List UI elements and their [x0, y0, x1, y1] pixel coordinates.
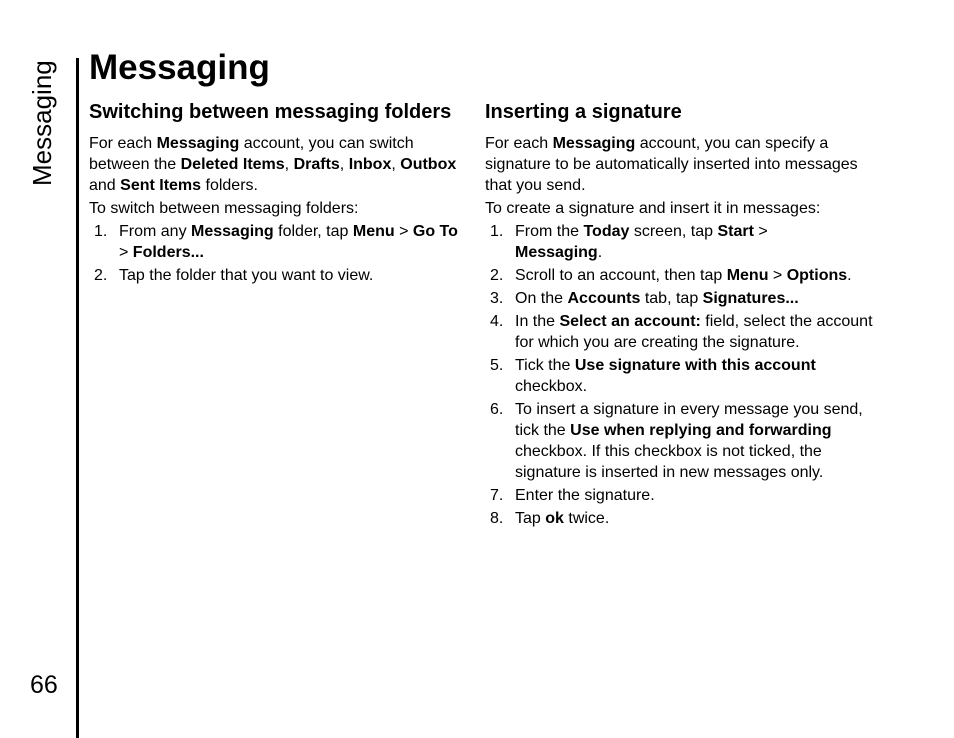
signature-step-6: 6. To insert a signature in every message you send, tick the Use when replying and forwarding checkbox. If this checkbox is not ticked, the signature is inserted in new messages only. — [490, 401, 863, 481]
signature-step-2: 2. Scroll to an account, then tap Menu > Options. — [490, 267, 852, 284]
signature-step-1: 1. From the Today screen, tap Start > Messaging. — [490, 223, 768, 261]
switching-lead-text: To switch between messaging folders: — [89, 200, 359, 217]
signature-step-8: 8. Tap ok twice. — [490, 510, 610, 527]
left-column — [89, 100, 471, 288]
page-number: 66 — [30, 671, 58, 699]
signature-step-4: 4. In the Select an account: field, select the account for which you are creating the signature. — [490, 313, 873, 351]
signature-step-3: 3. On the Accounts tab, tap Signatures... — [490, 290, 799, 307]
page-title: Messaging — [89, 48, 270, 87]
switching-step-1: 1. From any Messaging folder, tap Menu > Go To > Folders... — [94, 223, 458, 261]
switching-intro-paragraph: For each Messaging account, you can switch between the Deleted Items, Drafts, Inbox, Outbox and Sent Items folders. — [89, 135, 457, 194]
signature-steps-list — [485, 221, 877, 529]
signature-intro-paragraph: For each Messaging account, you can specify a signature to be automatically inserted into messages that you send. — [485, 135, 858, 194]
switching-step-2: 2. Tap the folder that you want to view. — [94, 267, 374, 284]
margin-rule — [76, 58, 79, 738]
side-section-label: Messaging — [27, 60, 57, 186]
section-heading-inserting-signature: Inserting a signature — [485, 101, 682, 123]
switching-steps-list — [89, 221, 471, 286]
signature-lead-text: To create a signature and insert it in messages: — [485, 200, 821, 217]
section-heading-switching-folders: Switching between messaging folders — [89, 101, 452, 123]
right-column — [485, 100, 877, 531]
signature-step-5: 5. Tick the Use signature with this account checkbox. — [490, 357, 816, 395]
signature-step-7: 7. Enter the signature. — [490, 487, 655, 504]
